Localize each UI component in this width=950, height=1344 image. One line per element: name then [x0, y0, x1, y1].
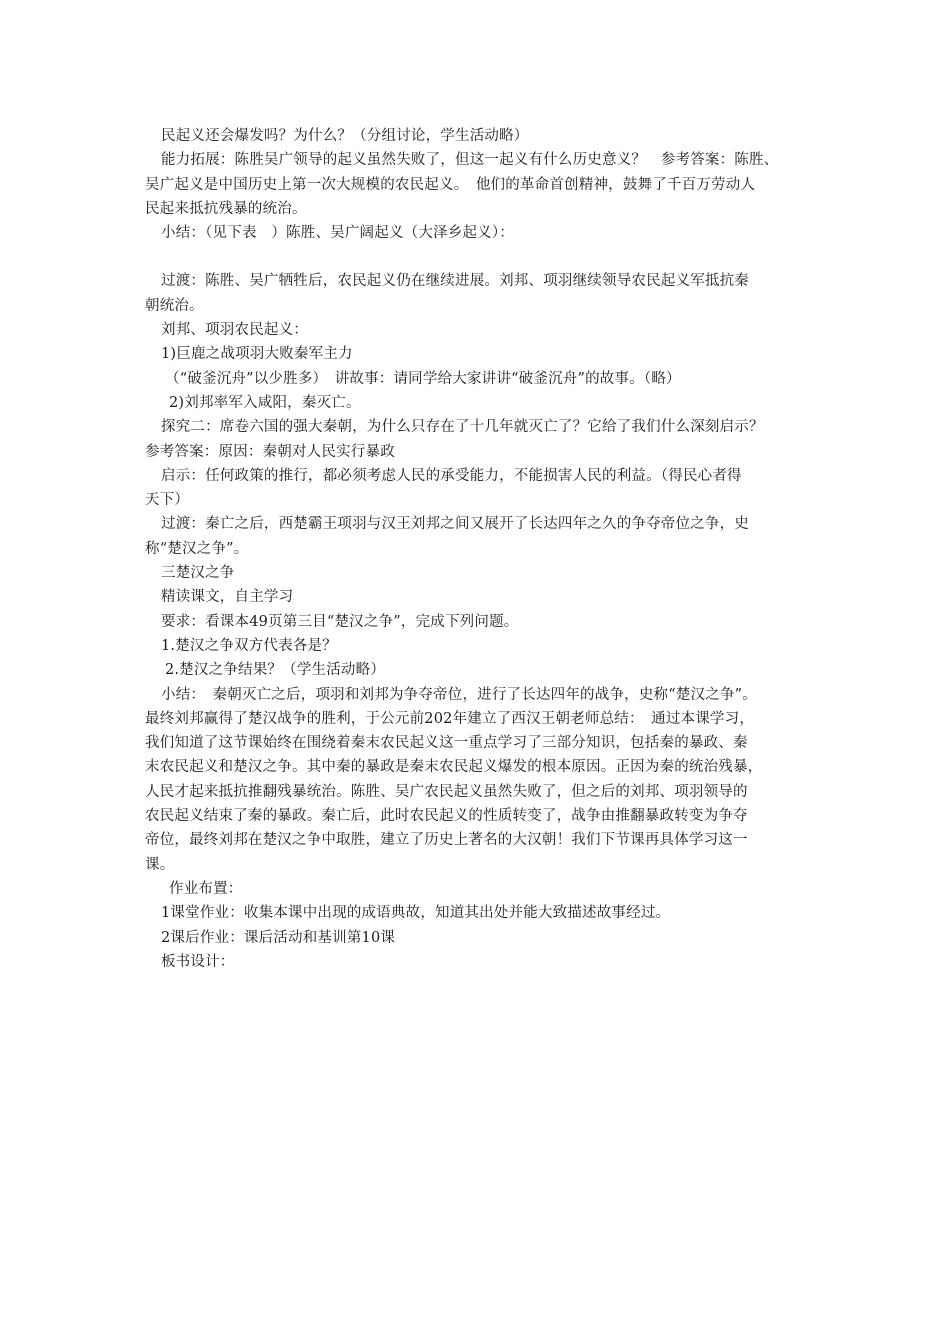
text-line: 1)巨鹿之战项羽大败秦军主力 — [161, 346, 353, 363]
text-line: 民起来抵抗残暴的统治。 — [145, 200, 307, 217]
question-item: 2.楚汉之争结果？（学生活动略） — [165, 662, 386, 679]
text-line: 要求：看课本49页第三目“楚汉之争”，完成下列问题。 — [161, 613, 519, 630]
text-line: 末农民起义和楚汉之争。其中秦的暴政是秦末农民起义爆发的根本原因。正因为秦的统治残暴， — [145, 759, 763, 776]
text-line: 民起义还会爆发吗？为什么？（分组讨论，学生活动略） — [161, 128, 529, 144]
text-line: 板书设计： — [161, 953, 235, 970]
text-line: 称“楚汉之争”。 — [145, 540, 249, 557]
blank-line — [145, 245, 835, 269]
text-line: 朝统治。 — [145, 297, 204, 314]
text-line: （“破釜沉舟”以少胜多） 讲故事：请同学给大家讲讲“破釜沉舟”的故事。（略） — [165, 370, 681, 387]
text-line: 吴广起义是中国历史上第一次大规模的农民起义。 他们的革命首创精神，鼓舞了千百万劳动人 — [145, 176, 756, 193]
text-line: 刘邦、项羽农民起义： — [161, 322, 308, 339]
section-heading: 三楚汉之争 — [161, 565, 235, 582]
text-line: 小结：（见下表 ）陈胜、吴广阔起义（大泽乡起义）： — [161, 225, 514, 242]
text-line: 作业布置： — [169, 880, 243, 897]
text-line: 课。 — [145, 856, 175, 873]
text-line: 天下） — [145, 492, 190, 509]
text-line: 我们知道了这节课始终在围绕着秦末农民起义这一重点学习了三部分知识，包括秦的暴政、秦 — [145, 735, 748, 752]
text-line: 农民起义结束了秦的暴政。秦亡后，此时农民起义的性质转变了，战争由推翻暴政转变为争夺 — [145, 808, 748, 825]
text-line: 探究二：席卷六国的强大秦朝，为什么只存在了十几年就灭亡了？它给了我们什么深刻启示？ — [161, 419, 764, 436]
homework-item: 1课堂作业：收集本课中出现的成语典故，知道其出处并能大致描述故事经过。 — [161, 905, 671, 922]
question-item: 1.楚汉之争双方代表各是？ — [161, 637, 337, 654]
text-line: 2)刘邦率军入咸阳，秦灭亡。 — [169, 394, 361, 411]
text-line: 过渡：秦亡之后，西楚霸王项羽与汉王刘邦之间又展开了长达四年之久的争夺帝位之争，史 — [161, 516, 749, 533]
text-line: 参考答案：原因：秦朝对人民实行暴政 — [145, 443, 395, 460]
text-line: 过渡：陈胜、吴广牺牲后，农民起义仍在继续进展。刘邦、项羽继续领导农民起义军抵抗秦 — [161, 273, 749, 290]
text-line: 能力拓展：陈胜吴广领导的起义虽然失败了，但这一起义有什么历史意义？ 参考答案：陈胜、 — [161, 152, 779, 169]
text-line: 精读课文，自主学习 — [161, 589, 294, 606]
homework-item: 2课后作业：课后活动和基训第10课 — [161, 929, 396, 946]
text-line: 小结： 秦朝灭亡之后，项羽和刘邦为争夺帝位，进行了长达四年的战争，史称“楚汉之争”。 — [161, 686, 757, 703]
text-line: 启示：任何政策的推行，都必须考虑人民的承受能力，不能损害人民的利益。（得民心者得 — [161, 467, 742, 484]
text-line: 帝位，最终刘邦在楚汉之争中取胜，建立了历史上著名的大汉朝！我们下节课再具体学习这一 — [145, 832, 748, 849]
text-line: 人民才起来抵抗推翻残暴统治。陈胜、吴广农民起义虽然失败了，但之后的刘邦、项羽领导的 — [145, 783, 748, 800]
document-body — [145, 124, 835, 974]
text-line: 最终刘邦赢得了楚汉战争的胜利，于公元前202年建立了西汉王朝老师总结： 通过本课学习， — [145, 710, 755, 727]
